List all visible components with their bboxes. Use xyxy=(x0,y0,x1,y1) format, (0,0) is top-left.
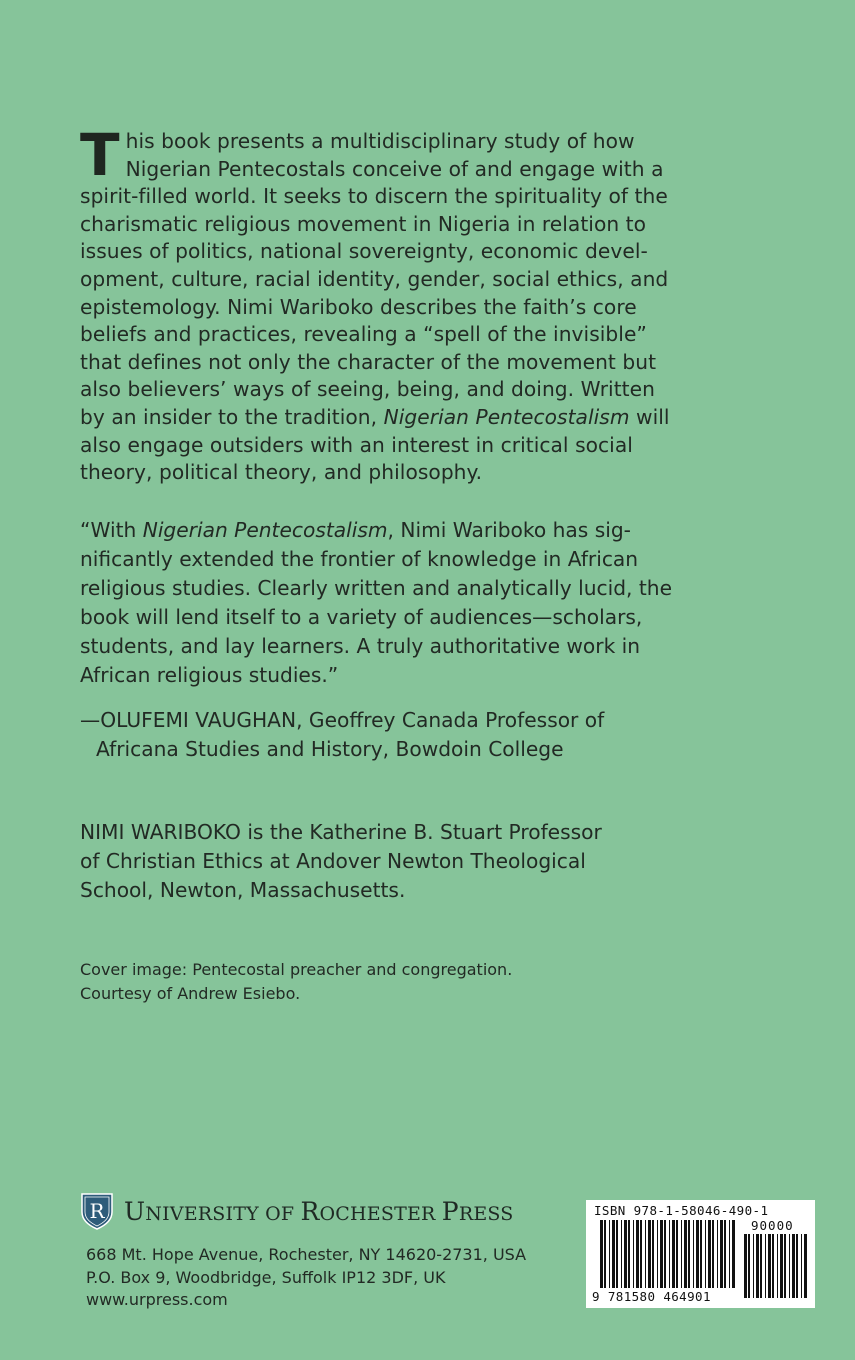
blurb-line: charismatic religious movement in Nigeria in relation to xyxy=(80,211,647,236)
barcode-bar xyxy=(693,1220,694,1288)
drop-cap: T xyxy=(80,121,120,189)
publisher-address xyxy=(86,1244,556,1312)
barcode-bar xyxy=(772,1234,774,1298)
barcode-bar xyxy=(748,1234,750,1298)
bio-line: of Christian Ethics at Andover Newton Theological xyxy=(80,849,586,873)
barcode-bar xyxy=(645,1220,646,1288)
price-code: 90000 xyxy=(751,1218,794,1233)
endorsement-quote xyxy=(80,516,673,690)
endorsement-attribution xyxy=(80,706,640,764)
attribution-line: Africana Studies and History, Bowdoin College xyxy=(96,737,564,761)
barcode-bar xyxy=(732,1220,735,1288)
barcode-bar xyxy=(621,1220,622,1288)
description-blurb xyxy=(80,121,670,487)
barcode-bar xyxy=(609,1220,610,1288)
barcode-bar xyxy=(628,1220,630,1288)
barcode-bar xyxy=(688,1220,690,1288)
quote-line: African religious studies.” xyxy=(80,663,339,687)
barcode-bar xyxy=(612,1220,615,1288)
barcode-bar xyxy=(712,1220,714,1288)
blurb-line: also engage outsiders with an interest in critical social xyxy=(80,432,633,457)
barcode-bar xyxy=(700,1220,702,1288)
credit-line: Cover image: Pentecostal preacher and congregation. xyxy=(80,960,513,979)
blurb-line: spirit-filled world. It seeks to discern the spirituality of the xyxy=(80,184,668,209)
address-line: 668 Mt. Hope Avenue, Rochester, NY 14620-2731, USA xyxy=(86,1245,527,1264)
quote-line: students, and lay learners. A truly authoritative work in xyxy=(80,634,641,658)
quote-text: , Nimi Wariboko has sig- xyxy=(387,518,631,542)
barcode-bar xyxy=(780,1234,783,1298)
address-line: P.O. Box 9, Woodbridge, Suffolk IP12 3DF, UK xyxy=(86,1267,446,1287)
barcode-bar xyxy=(672,1220,675,1288)
book-title-italic: Nigerian Pentecostalism xyxy=(383,404,630,429)
quote-line: book will lend itself to a variety of audiences—scholars, xyxy=(80,605,643,629)
isbn-label: ISBN 978-1-58046-490-1 xyxy=(594,1203,769,1218)
blurb-text: by an insider to the tradition, xyxy=(80,404,384,429)
barcode-bar xyxy=(804,1234,807,1298)
press-initial: R xyxy=(300,1196,320,1226)
barcode-bar xyxy=(729,1220,730,1288)
press-initial: U xyxy=(124,1196,146,1226)
book-title-italic: Nigerian Pentecostalism xyxy=(142,518,388,542)
barcode-bar xyxy=(768,1234,771,1298)
barcode-bar xyxy=(600,1220,603,1288)
barcode-bar xyxy=(636,1220,639,1288)
blurb-line xyxy=(80,404,670,432)
author-bio xyxy=(80,818,640,905)
barcode-bar xyxy=(652,1220,654,1288)
press-initial: P xyxy=(441,1196,459,1226)
barcode-bar xyxy=(777,1234,778,1298)
barcode-bar xyxy=(789,1234,790,1298)
barcode-bar xyxy=(801,1234,802,1298)
barcode-bar xyxy=(765,1234,766,1298)
barcode-bar xyxy=(616,1220,618,1288)
attribution-line: —OLUFEMI VAUGHAN, Geoffrey Canada Professor of xyxy=(80,708,605,732)
quote-line xyxy=(80,516,630,545)
barcode-bar xyxy=(753,1234,754,1298)
bio-line: School, Newton, Massachusetts. xyxy=(80,878,406,902)
barcode-bar xyxy=(633,1220,634,1288)
barcode-bar xyxy=(604,1220,606,1288)
barcode-bar xyxy=(624,1220,627,1288)
blurb-line: theory, political theory, and philosophy. xyxy=(80,460,483,485)
barcode-bar xyxy=(717,1220,718,1288)
quote-text: “With xyxy=(80,518,143,542)
barcode-bar xyxy=(681,1220,682,1288)
blurb-line: Nigerian Pentecostals conceive of and engage with a xyxy=(125,156,664,181)
bio-line: NIMI WARIBOKO is the Katherine B. Stuart Professor xyxy=(80,820,602,844)
barcode-bar xyxy=(664,1220,666,1288)
blurb-line: epistemology. Nimi Wariboko describes the faith’s core xyxy=(80,294,637,319)
university-shield-icon xyxy=(80,1192,114,1230)
press-smallcaps: RESS xyxy=(458,1202,514,1225)
quote-line: nificantly extended the frontier of knowledge in African xyxy=(80,547,639,571)
publisher-name xyxy=(124,1197,514,1226)
blurb-line: that defines not only the character of the movement but xyxy=(80,349,657,374)
barcode-bar xyxy=(796,1234,798,1298)
press-smallcaps: OCHESTER xyxy=(319,1202,442,1225)
ean-digits: 9 781580 464901 xyxy=(592,1289,711,1304)
barcode-bar xyxy=(720,1220,723,1288)
barcode-bar xyxy=(792,1234,795,1298)
barcode-bar xyxy=(669,1220,670,1288)
barcode-bar xyxy=(676,1220,678,1288)
barcode-bar xyxy=(744,1234,747,1298)
barcode-bar xyxy=(705,1220,706,1288)
isbn-barcode xyxy=(586,1200,815,1308)
barcode-bar xyxy=(708,1220,711,1288)
blurb-line: beliefs and practices, revealing a “spell of the invisible” xyxy=(80,322,647,347)
blurb-line: issues of politics, national sovereignty, economic devel- xyxy=(80,239,648,264)
publisher-website: www.urpress.com xyxy=(86,1290,228,1309)
credit-line: Courtesy of Andrew Esiebo. xyxy=(80,984,301,1003)
barcode-bar xyxy=(640,1220,642,1288)
cover-image-credit xyxy=(80,958,580,1006)
blurb-line: also believers’ ways of seeing, being, and doing. Written xyxy=(80,377,655,402)
publisher-logo xyxy=(80,1192,514,1230)
blurb-line: his book presents a multidisciplinary study of how xyxy=(125,129,635,153)
barcode-bar xyxy=(696,1220,699,1288)
quote-line: religious studies. Clearly written and analytically lucid, the xyxy=(80,576,673,600)
barcode-bar xyxy=(684,1220,687,1288)
barcode-bar xyxy=(660,1220,663,1288)
barcode-bar xyxy=(760,1234,762,1298)
barcode-bar xyxy=(724,1220,726,1288)
logo-letter: R xyxy=(89,1199,105,1223)
barcode-bar xyxy=(648,1220,651,1288)
barcode-bar xyxy=(784,1234,786,1298)
barcode-bar xyxy=(756,1234,759,1298)
blurb-line: opment, culture, racial identity, gender, social ethics, and xyxy=(80,266,669,291)
barcode-bar xyxy=(657,1220,658,1288)
press-smallcaps: NIVERSITY OF xyxy=(145,1202,301,1225)
blurb-text: will xyxy=(629,404,670,429)
